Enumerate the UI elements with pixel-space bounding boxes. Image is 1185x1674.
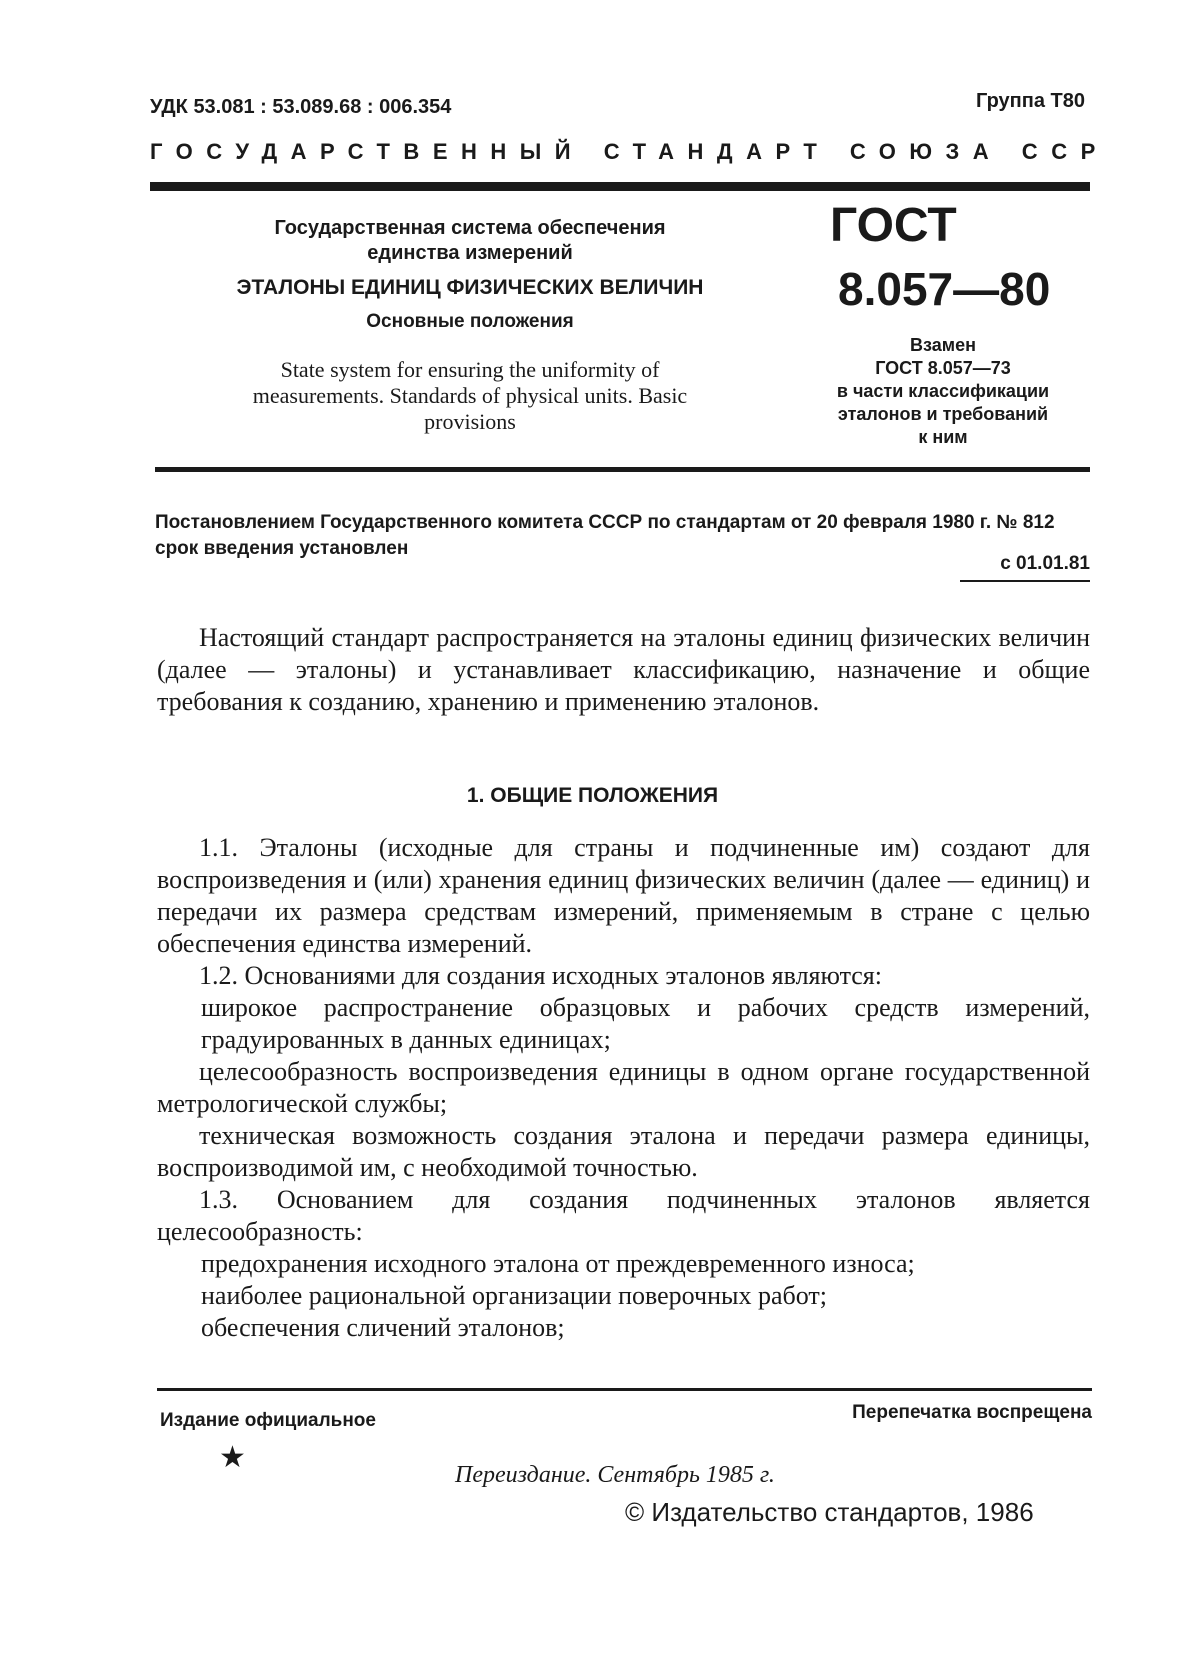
section-body bbox=[157, 832, 1090, 1344]
english-title: State system for ensuring the uniformity of measurements. Standards of physical units. Basic provisions bbox=[252, 357, 688, 434]
star-icon: ★ bbox=[219, 1441, 246, 1474]
clause-1-1: 1.1. Эталоны (исходные для страны и подчиненные им) создают для воспроизведения и (или) хранения единиц физических величин (далее — единиц) и передачи их размера средствам измерений, применяемым в стране с целью обеспечения единства измерений. bbox=[157, 833, 1090, 958]
footer-rule bbox=[157, 1388, 1092, 1391]
publisher-copyright: © Издательство стандартов, 1986 bbox=[625, 1497, 1034, 1527]
clause-1-3-item: обеспечения сличений эталонов; bbox=[201, 1313, 565, 1342]
main-title: ЭТАЛОНЫ ЕДИНИЦ ФИЗИЧЕСКИХ ВЕЛИЧИН bbox=[236, 276, 704, 299]
title-block bbox=[200, 216, 740, 435]
clause-1-2-item: целесообразность воспроизведения единицы в одном органе государственной метрологической службы; bbox=[157, 1057, 1090, 1118]
replaces-line: к ним bbox=[918, 427, 968, 447]
section-title: 1. ОБЩИЕ ПОЛОЖЕНИЯ bbox=[466, 784, 719, 807]
header-rule bbox=[150, 182, 1090, 191]
official-edition: Издание официальное bbox=[160, 1410, 376, 1431]
effective-date: с 01.01.81 bbox=[960, 553, 1090, 582]
clause-1-2: 1.2. Основаниями для создания исходных эталонов являются: bbox=[199, 961, 882, 990]
subtitle: Основные положения bbox=[366, 311, 574, 332]
clause-1-2-item: широкое распространение образцовых и рабочих средств измерений, градуированных в данных единицах; bbox=[201, 993, 1090, 1054]
clause-1-3: 1.3. Основанием для создания подчиненных эталонов является целесообразность: bbox=[157, 1185, 1090, 1246]
replaces-line: эталонов и требований bbox=[837, 404, 1049, 424]
reprint-notice: Перепечатка воспрещена bbox=[852, 1402, 1092, 1423]
system-line-2: единства измерений bbox=[367, 242, 573, 264]
decree-text: Постановлением Государственного комитета СССР по стандартам от 20 февраля 1980 г. № 812 срок введения установлен bbox=[155, 512, 1055, 559]
system-line-1: Государственная система обеспечения bbox=[274, 217, 666, 239]
reissue-note: Переиздание. Сентябрь 1985 г. bbox=[455, 1462, 775, 1488]
replaces-line: в части классификации bbox=[836, 381, 1050, 401]
replaces-line: Взамен bbox=[910, 335, 976, 355]
gost-label: ГОСТ bbox=[830, 199, 957, 252]
title-rule bbox=[155, 467, 1090, 472]
clause-1-3-item: наиболее рациональной организации поверочных работ; bbox=[201, 1281, 827, 1310]
replaces-note bbox=[808, 334, 1078, 449]
clause-1-2-item: техническая возможность создания эталона и передачи размера единицы, воспроизводимой им, с необходимой точностью. bbox=[157, 1121, 1090, 1182]
state-standard-banner: ГОСУДАРСТВЕННЫЙ СТАНДАРТ СОЮЗА ССР bbox=[150, 139, 1109, 164]
group-code: Группа Т80 bbox=[976, 90, 1085, 112]
udk-code: УДК 53.081 : 53.089.68 : 006.354 bbox=[150, 96, 452, 118]
gost-number: 8.057—80 bbox=[838, 263, 1051, 315]
replaces-line: ГОСТ 8.057—73 bbox=[875, 358, 1011, 378]
intro-paragraph: Настоящий стандарт распространяется на эталоны единиц физических величин (далее — эталоны) и устанавливает классификацию, назначение и общие требования к созданию, хранению и применению эталонов. bbox=[157, 623, 1090, 716]
clause-1-3-item: предохранения исходного эталона от преждевременного износа; bbox=[201, 1249, 915, 1278]
